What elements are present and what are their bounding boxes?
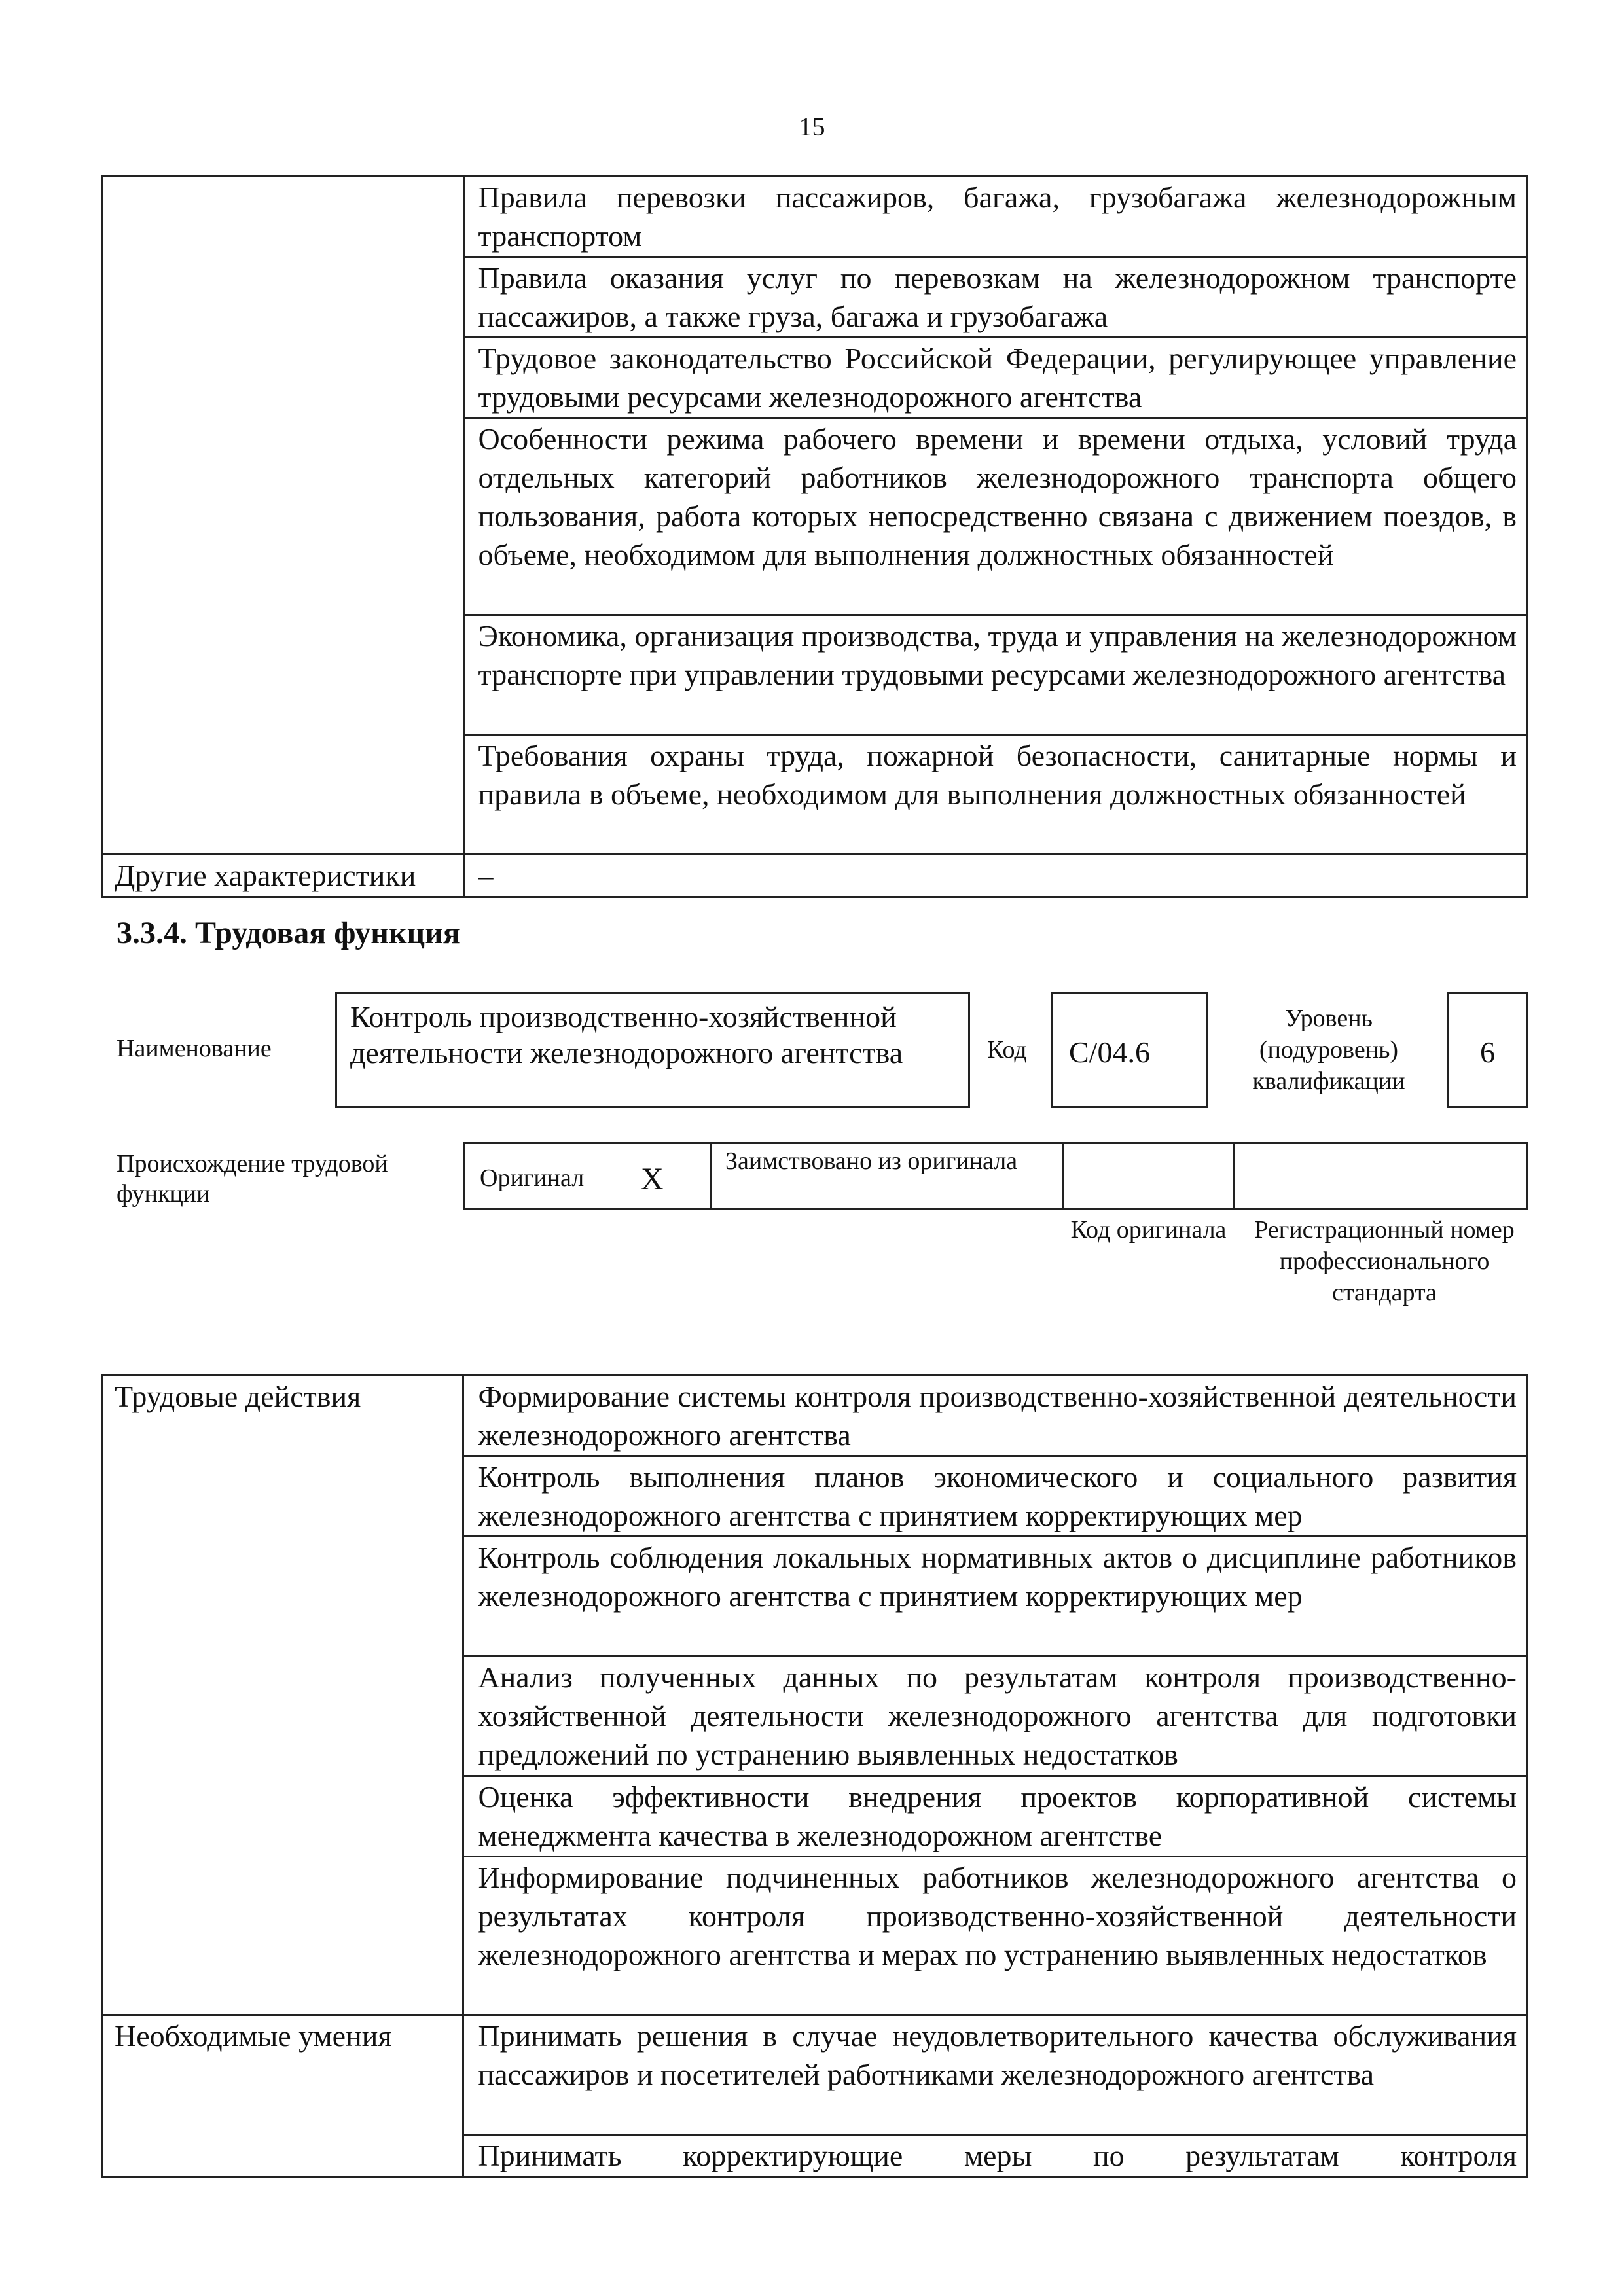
knowledge-text: Особенности режима рабочего времени и времени отдыха, условий труда отдельных категорий работников железнодорожного транспорта общего пользования, работа которых непосредственно связана с движением поездов, в объеме, необходимом для выполнения должностных обязанностей bbox=[478, 422, 1517, 571]
action-text: Информирование подчиненных работников железнодорожного агентства о результатах контроля производственно-хозяйственной деятельности железнодорожного агентства и мерах по устранению выявленных недостатков bbox=[478, 1861, 1517, 1971]
skills-label-cell bbox=[103, 2015, 463, 2178]
skills-label: Необходимые умения bbox=[115, 2019, 392, 2053]
knowledge-cell bbox=[463, 418, 1527, 615]
skill-text: Принимать решения в случае неудовлетворительного качества обслуживания пассажиров и посетителей работниками железнодорожного агентства bbox=[478, 2019, 1517, 2091]
table-row bbox=[103, 2015, 1528, 2135]
knowledge-cell bbox=[463, 615, 1527, 735]
skill-cell bbox=[463, 2015, 1528, 2135]
registration-number-box bbox=[1233, 1142, 1528, 1210]
other-characteristics-label: Другие характеристики bbox=[115, 859, 416, 892]
table-row bbox=[103, 1376, 1528, 1456]
other-label-cell bbox=[103, 855, 464, 897]
actions-table bbox=[101, 1374, 1528, 2178]
borrowed-box: Заимствовано из оригинала bbox=[710, 1142, 1064, 1210]
actions-label-cell bbox=[103, 1376, 463, 2015]
table-row bbox=[103, 855, 1528, 897]
action-text: Оценка эффективности внедрения проектов корпоративной системы менеджмента качества в железнодорожном агентстве bbox=[478, 1780, 1517, 1852]
original-mark: X bbox=[641, 1162, 664, 1196]
action-cell bbox=[463, 1857, 1528, 2015]
function-name-box: Контроль производственно-хозяйственной деятельности железнодорожного агентства bbox=[335, 992, 970, 1108]
original-code-box bbox=[1062, 1142, 1235, 1210]
table-row bbox=[103, 177, 1528, 257]
actions-label: Трудовые действия bbox=[115, 1380, 361, 1413]
knowledge-cell bbox=[463, 735, 1527, 855]
action-cell bbox=[463, 1376, 1528, 1456]
skill-cell bbox=[463, 2135, 1528, 2178]
action-cell bbox=[463, 1657, 1528, 1776]
empty-label-cell bbox=[103, 177, 464, 855]
other-value-cell bbox=[463, 855, 1527, 897]
registration-number-caption: Регистрационный номер профессионального стандарта bbox=[1254, 1216, 1515, 1306]
section-heading: 3.3.4. Трудовая функция bbox=[117, 916, 460, 950]
origin-label: Происхождение трудовой функции bbox=[117, 1150, 388, 1208]
code-value-box: С/04.6 bbox=[1051, 992, 1208, 1108]
original-code-caption: Код оригинала bbox=[1070, 1216, 1227, 1244]
knowledge-text: Правила оказания услуг по перевозкам на железнодорожном транспорте пассажиров, а также груза, багажа и грузобагажа bbox=[478, 261, 1517, 333]
knowledge-text: Экономика, организация производства, труда и управления на железнодорожном транспорте при управлении трудовыми ресурсами железнодорожного агентства bbox=[478, 619, 1517, 691]
code-label: Код bbox=[987, 1036, 1027, 1064]
knowledge-text: Правила перевозки пассажиров, багажа, грузобагажа железнодорожным транспортом bbox=[478, 181, 1517, 253]
original-label: Оригинал bbox=[480, 1164, 585, 1192]
action-cell bbox=[463, 1776, 1528, 1857]
level-value-box: 6 bbox=[1447, 992, 1528, 1108]
action-text: Анализ полученных данных по результатам контроля производственно-хозяйственной деятельности железнодорожного агентства для подготовки предложений по устранению выявленных недостатков bbox=[478, 1660, 1517, 1771]
knowledge-cell bbox=[463, 338, 1527, 418]
page-number: 15 bbox=[799, 112, 825, 141]
knowledge-cell bbox=[463, 257, 1527, 338]
skill-text: Принимать корректирующие меры по результатам контроля bbox=[478, 2139, 1517, 2172]
action-text: Формирование системы контроля производственно-хозяйственной деятельности железнодорожного агентства bbox=[478, 1380, 1517, 1452]
action-cell bbox=[463, 1537, 1528, 1657]
knowledge-text: Трудовое законодательство Российской Федерации, регулирующее управление трудовыми ресурсами железнодорожного агентства bbox=[478, 342, 1517, 414]
other-characteristics-value: – bbox=[478, 859, 494, 892]
name-label: Наименование bbox=[117, 1035, 272, 1062]
original-box bbox=[463, 1142, 712, 1210]
action-cell bbox=[463, 1456, 1528, 1537]
knowledge-cell bbox=[463, 177, 1527, 257]
knowledge-table bbox=[101, 175, 1528, 898]
action-text: Контроль выполнения планов экономического и социального развития железнодорожного агентства с принятием корректирующих мер bbox=[478, 1460, 1517, 1532]
knowledge-text: Требования охраны труда, пожарной безопасности, санитарные нормы и правила в объеме, необходимом для выполнения должностных обязанностей bbox=[478, 739, 1517, 811]
level-label: Уровень (подуровень) квалификации bbox=[1252, 1005, 1405, 1095]
action-text: Контроль соблюдения локальных нормативных актов о дисциплине работников железнодорожного агентства с принятием корректирующих мер bbox=[478, 1541, 1517, 1613]
